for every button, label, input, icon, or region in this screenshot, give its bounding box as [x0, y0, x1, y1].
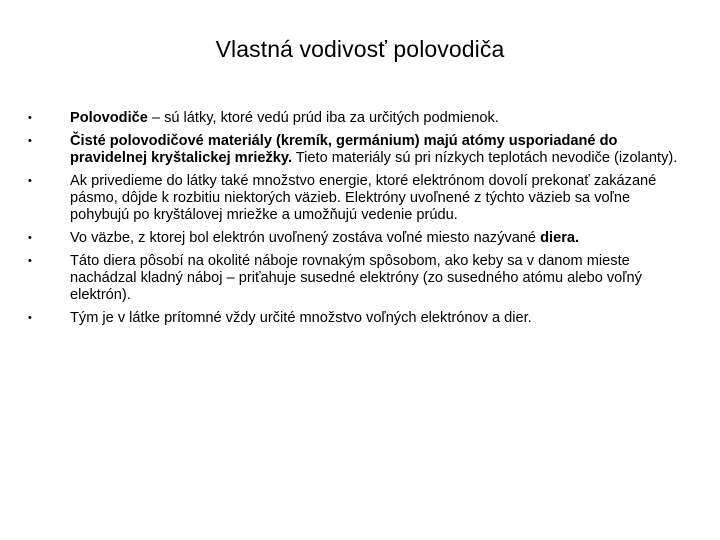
bullet-item-5	[28, 253, 688, 304]
slide-title: Vlastná vodivosť polovodiča	[215, 36, 505, 62]
bullet-4-bold: diera.	[540, 230, 580, 246]
bullet-icon: •	[28, 255, 32, 267]
bullet-item-2	[28, 133, 688, 167]
bullet-2-bold: Čisté polovodičové materiály (kremík, germánium) majú atómy usporiadané do pravidelnej kryštalickej mriežky.	[70, 133, 618, 166]
bullet-icon: •	[28, 112, 32, 124]
bullet-2-text: Tieto materiály sú pri nízkych teplotách nevodiče (izolanty).	[292, 150, 678, 166]
bullet-item-3	[28, 173, 688, 224]
bullet-icon: •	[28, 175, 32, 187]
bullet-1-bold: Polovodiče	[70, 110, 148, 126]
bullet-item-6	[28, 310, 688, 327]
bullet-6-text: Tým je v látke prítomné vždy určité množstvo voľných elektrónov a dier.	[70, 310, 532, 326]
bullet-list	[28, 110, 688, 333]
bullet-3-text: Ak privedieme do látky také množstvo energie, ktoré elektrónom dovolí prekonať zakázané pásmo, dôjde k rozbitiu niektorých väzieb. Elektróny uvoľnené z týchto väzieb sa voľne pohybujú po kryštálovej mriežke a umožňujú vedenie prúdu.	[70, 173, 657, 223]
bullet-1-text: – sú látky, ktoré vedú prúd iba za určitých podmienok.	[147, 110, 499, 126]
bullet-5-text: Táto diera pôsobí na okolité náboje rovnakým spôsobom, ako keby sa v danom mieste nachádzal kladný náboj – priťahuje susedné elektróny (zo susedného atómu alebo voľný elektrón).	[70, 253, 642, 303]
bullet-icon: •	[28, 232, 32, 244]
bullet-item-4	[28, 230, 688, 247]
bullet-4-text: Vo väzbe, z ktorej bol elektrón uvoľnený zostáva voľné miesto nazývané	[70, 230, 541, 246]
bullet-icon: •	[28, 312, 32, 324]
bullet-icon: •	[28, 135, 32, 147]
bullet-item-1	[28, 110, 688, 127]
